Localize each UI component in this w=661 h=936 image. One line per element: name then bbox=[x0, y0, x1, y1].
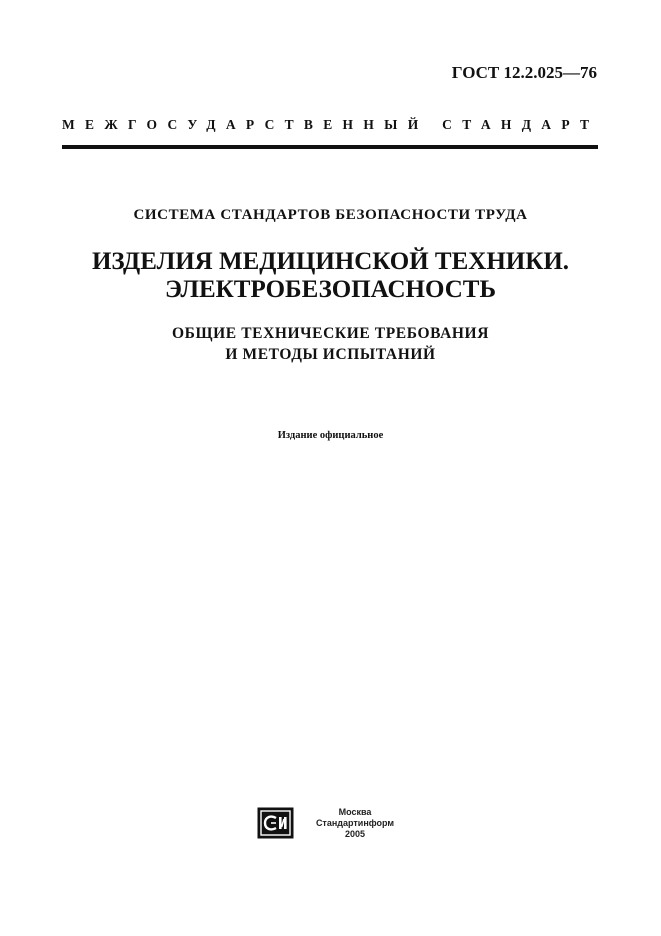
publisher-imprint bbox=[310, 807, 400, 840]
subtitle-line-1: ОБЩИЕ ТЕХНИЧЕСКИЕ ТРЕБОВАНИЯ bbox=[172, 325, 489, 342]
imprint-city: Москва bbox=[338, 807, 372, 817]
document-number: ГОСТ 12.2.025—76 bbox=[451, 63, 597, 82]
edition-label: Издание официальное bbox=[277, 430, 384, 441]
system-title: СИСТЕМА СТАНДАРТОВ БЕЗОПАСНОСТИ ТРУДА bbox=[133, 207, 528, 223]
main-title-line-2: ЭЛЕКТРОБЕЗОПАСНОСТЬ bbox=[165, 276, 496, 303]
main-title bbox=[0, 248, 661, 304]
main-title-line-1: ИЗДЕЛИЯ МЕДИЦИНСКОЙ ТЕХНИКИ. bbox=[91, 248, 570, 275]
imprint-year: 2005 bbox=[344, 829, 366, 839]
subtitle bbox=[0, 323, 661, 365]
subtitle-line-2: И МЕТОДЫ ИСПЫТАНИЙ bbox=[225, 346, 436, 363]
standartinform-logo-icon bbox=[257, 807, 294, 839]
interstate-standard-label: МЕЖГОСУДАРСТВЕННЫЙ СТАНДАРТ bbox=[62, 117, 600, 132]
header-rule bbox=[62, 145, 598, 149]
imprint-publisher: Стандартинформ bbox=[315, 818, 395, 828]
